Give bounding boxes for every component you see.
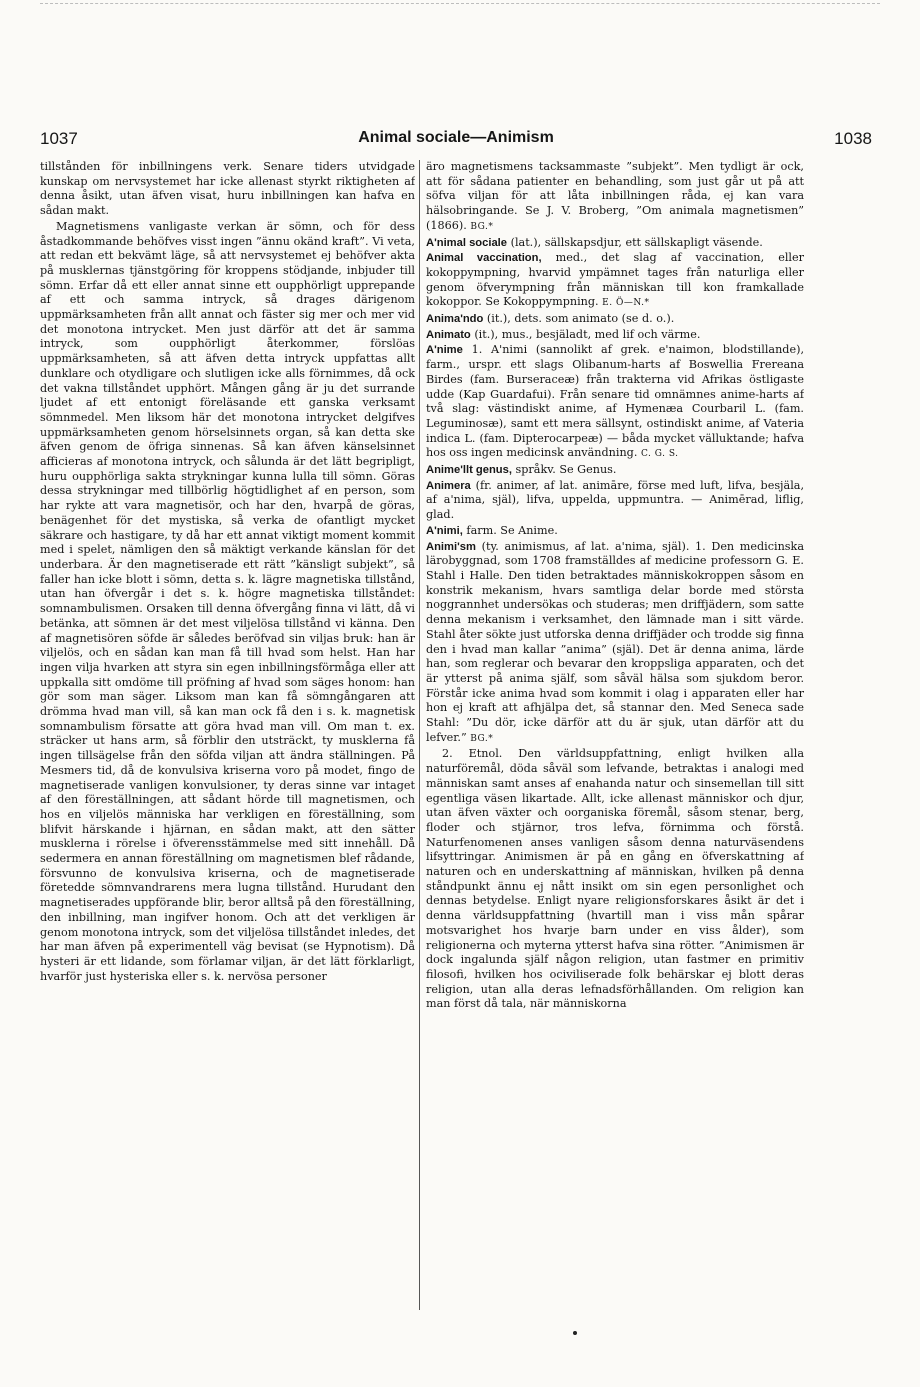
entry-animera — [426, 479, 804, 523]
entry-text: (it.), mus., besjäladt, med lif och värme. — [474, 327, 701, 341]
entry-text: (it.), dets. som animato (se d. o.). — [486, 312, 675, 326]
entry-animellt-genus — [426, 463, 804, 478]
entry-continued — [426, 160, 804, 235]
headword: Animera — [426, 479, 471, 492]
entry-animal-sociale — [426, 236, 804, 251]
page-header — [40, 129, 872, 151]
entry-text: (lat.), sällskapsdjur, ett sällskapligt väsende. — [510, 235, 763, 249]
entry-text: 1. A'nimi (sannolikt af grek. e'naimon, blodstillande), farm., urspr. ett slags Olibanum-harts af Boswellia Frereana Birdes (fam. Burseraceæ) från trakterna vid Afrikas östligaste udde (Kap Guardafui). Från senare tid omnämnes anime-harts af två slag: västindiskt anime, af Hymenæa Courbaril L. (fam. Leguminosæ), samt ett mera sällsynt, ostindiskt anime, af Vateria indica L. (fam. Dipterocarpeæ) — båda mycket välluktande; hafva hos oss ingen medicinsk användning. — [426, 343, 804, 460]
right-column — [426, 160, 804, 1310]
entry-author: E. Ö—N.* — [602, 298, 650, 309]
running-title: Animal sociale—Animism — [358, 129, 554, 146]
entry-text: språkv. Se Genus. — [515, 463, 617, 477]
headword: Animal vaccination, — [426, 252, 542, 265]
entry-animal-vaccination — [426, 251, 804, 311]
headword: A'nime — [426, 344, 463, 357]
entry-author: BG.* — [470, 733, 494, 744]
headword: Animi'sm — [426, 540, 476, 553]
entry-text: farm. Se Anime. — [466, 523, 558, 537]
headword: A'nimi, — [426, 524, 463, 537]
entry-animism-part-2: 2. Etnol. Den världsuppfattning, enligt hvilken alla naturföremål, döda såväl som lefvande, betraktas i analogi med människan samt anses af enahanda natur och sinsemellan till sitt egentliga väsen likartade. Allt, icke allenast människor och djur, utan äfven växter och oorganiska föremål, såsom stenar, berg, floder och stjärnor, tros lefva, förnimma och förstå. Naturfenomenen anses vanligen såsom denna naturväsendens lifsyttringar. Animismen är på en gång en öfverskattning af naturen och en underskattning af människan, hvilken på denna ståndpunkt ännu ej nått insikt om sin egen personlighet och dennas betydelse. Enligt nyare religionsforskares åsikt är det i denna världsuppfattning (hvartill man i viss mån spårar motsvarighet hos hvarje barn under en viss ålder), som religionerna och myterna ytterst hafva sina rötter. ”Animismen är dock ingalunda själf någon religion, utan fastmer en primitiv filosofi, hvilken hos ociviliserade folk behärskar ej blott deras religion, utan alla deras lefnadsförhållanden. Om religion kan man först då tala, när människorna — [426, 747, 804, 1011]
paragraph-continued: tillstånden för inbillningens verk. Senare tiders utvidgade kunskap om nervsystemet har icke allenast styrkt riktigheten af denna åsikt, utan äfven visat, huru inbillningen kan hafva en sådan makt. — [40, 160, 415, 218]
left-column — [40, 160, 415, 1310]
entry-author: BG.* — [470, 221, 494, 232]
column-divider — [419, 160, 420, 1310]
entry-animato — [426, 328, 804, 343]
entry-animism — [426, 540, 804, 747]
entry-animi — [426, 524, 804, 539]
headword: Anime'llt genus, — [426, 464, 512, 477]
entry-author: C. G. S. — [640, 449, 679, 460]
entry-text: (fr. animer, af lat. animāre, förse med luft, lifva, besjäla, af a'nima, själ), lifva, uppelda, uppmuntra. — Animērad, liflig, glad. — [426, 478, 804, 522]
page-number-left: 1037 — [40, 129, 78, 148]
entry-continued-text: äro magnetismens tacksammaste ”subjekt”. Men tydligt är ock, att för sådana patienter en behandling, som just går ut på att söfva viljan för att låta inbillningen råda, ej kan vara hälsobringande. Se J. V. Broberg, ”Om animala magnetismen” (1866). — [426, 160, 804, 232]
headword: A'nimal sociale — [426, 236, 508, 249]
entry-text: (ty. animismus, af lat. a'nima, själ). 1. Den medicinska lärobyggnad, som 1708 framställdes af medicine professorn G. E. Stahl i Halle. Den tiden betraktades människokroppen såsom en konstrik mekanism, hvars samtliga delar borde med största noggrannhet undersökas och studeras; men driffjädern, som satte denna mekanism i verksamhet, den lämnade man i sitt värde. Stahl åter sökte just utforska denna driffjäder och trodde sig finna den i hvad man kallar ”anima” (själ). Det är denna anima, lärde han, som reglerar och bevarar den kroppsliga apparaten, och det är ytterst på anima själf, som såväl hälsa som sjukdom beror. Förstår icke anima hvad som kommit i olag i apparaten eller har hon ej kraft att afhjälpa det, så stannar den. Med Seneca sade Stahl: ”Du dör, icke därför att du är sjuk, utan därför att du lefver.” — [426, 539, 804, 744]
page-number-right: 1038 — [834, 129, 872, 148]
entry-animando — [426, 312, 804, 327]
headword: Anima'ndo — [426, 313, 484, 326]
paragraph-magnetism-effects: Magnetismens vanligaste verkan är sömn, och för dess åstadkommande behöfves visst ingen ”ännu okänd kraft”. Vi veta, att redan ett bekvämt läge, så att nervsystemet ej behöfver akta på musklernas tjänstgöring för kroppens stödjande, inbjuder till sömn. Erfar då ett eller annat sinne ett oupphörligt upprepande af ett och samma intryck, så drages därigenom uppmärksamheten från allt annat och fäster sig mer och mer vid det monotona intrycket. Men just därför att det är samma intryck, som oupphörligt återkommer, förslöas uppmärksamheten, så att äfven detta intryck uppfattas allt dunklare och otydligare och slutligen icke alls förnimmes, då ock det vakna tillståndet upphört. Mången gång är ju det surrande ljudet af ett entonigt föreläsande ett ganska verksamt sömnmedel. Men liksom här det monotona intrycket delgifves uppmärksamheten genom hörselsinnets organ, så kan detta ske äfven genom de öfriga sinnenas. Så kan äfven känselsinnet afficieras af monotona intryck, och sålunda är det lätt begripligt, huru oupphörliga sakta strykningar kunna lulla till sömn. Göras dessa strykningar med tillbörlig högtidlighet af en person, som har rykte att vara magnetisör, och har den, hvarpå de göras, benägenhet för det mystiska, så verka de ofantligt mycket säkrare och hastigare, ty då har ett annat viktigt moment kommit med i spelet, nämligen den så mäktigt verkande känslan för det underbara. Är den magnetiserade ett rätt ”känsligt subjekt”, så faller han icke blott i sömn, detta s. k. lägre magnetiska tillstånd, utan han öfvergår i det s. k. högre magnetiska tillståndet: somnambulismen. Orsaken till denna öfvergång finna vi lätt, då vi betänka, att sömnen är det mest viljelösa tillstånd vi känna. Den af magnetisören söfde är således beröfvad sin viljas bruk: han är viljelös, och en sådan kan man få till hvad som helst. Han har ingen vilja hvarken att styra sin egen inbillningsförmåga eller att uppkalla sitt omdöme till pröfning af hvad som säges honom: han gör som man säger. Liksom man kan få sömngångaren att drömma hvad man vill, så kan man ock få den i s. k. magnetisk somnambulism försatte att göra hvad man vill. Om man t. ex. sträcker ut hans arm, så förblir den utsträckt, ty musklerna få ingen tillsägelse från den söfda viljan att ändra ställningen. På Mesmers tid, då de konvulsiva kriserna voro på modet, fingo de magnetiserade vanligen konvulsioner, ty deras sinne var intaget af den föreställningen, att sådant hörde till magnetismen, och hos en viljelös människa har verkligen en föreställning, som blifvit härskande i hjärnan, en sådan makt, att den sätter musklerna i rörelse i öfverensstämmelse med sitt innehåll. Då sedermera en annan föreställning om magnetismen blef rådande, försvunno de konvulsiva kriserna, och de magnetiserade företedde sömnvandrarens mera lugna tillstånd. Hurudant den magnetiserades uppförande blir, beror alltså på den föreställning, den inbillning, man ingifver honom. Och att det verkligen är genom monotona intryck, som det viljelösa tillståndet inledes, det har man äfven på experimentell väg bevisat (se Hypnotism). Då hysteri är ett lidande, som förlamar viljan, är det lätt förklarligt, hvarför just hysteriska eller s. k. nervösa personer — [40, 219, 415, 983]
entry-anime — [426, 343, 804, 462]
headword: Animato — [426, 328, 471, 341]
entry-text: med., det slag af vaccination, eller kokoppympning, hvarvid ympämnet tages från naturliga eller genom öfverympning från människan till kon framkallade kokoppor. Se Kokoppympning. — [426, 251, 804, 309]
ink-speck — [573, 1331, 577, 1335]
top-scan-edge — [40, 3, 880, 4]
